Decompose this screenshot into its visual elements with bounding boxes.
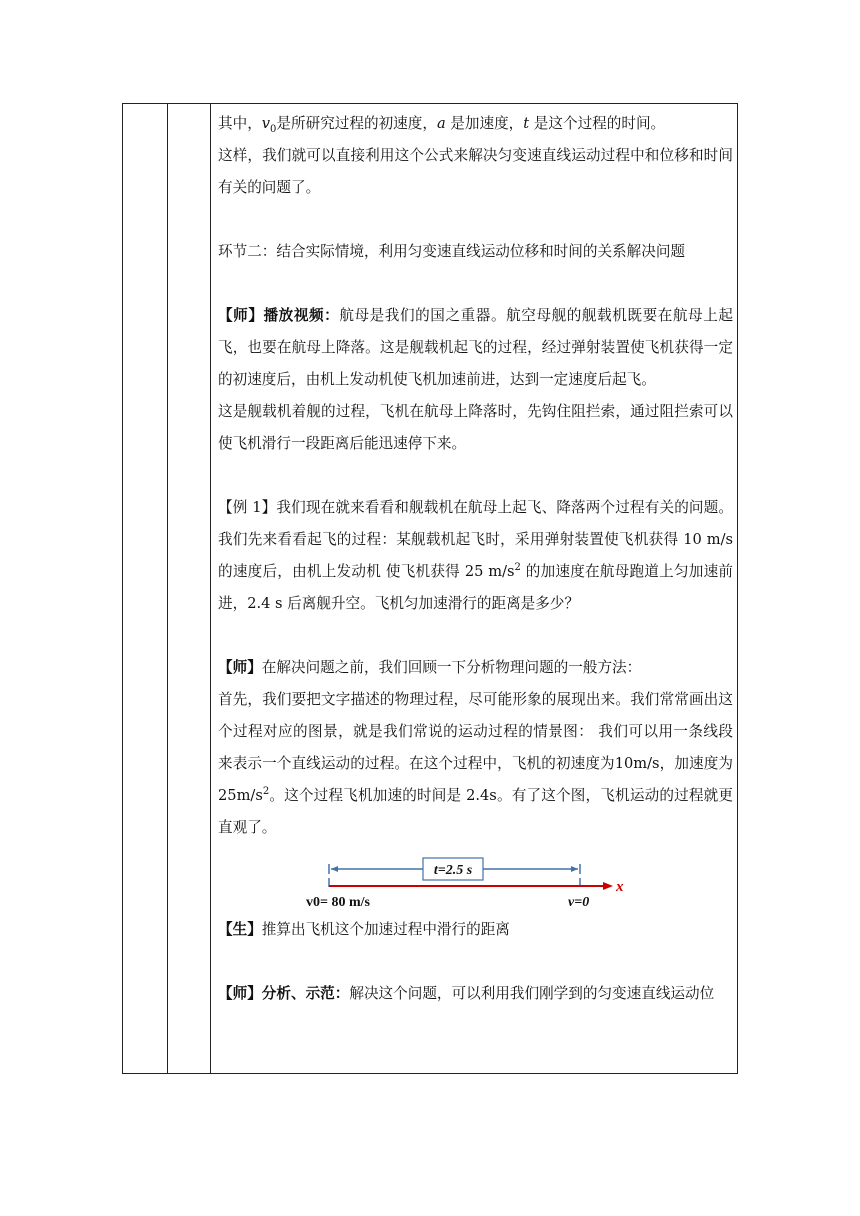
method-paragraph: 【师】在解决问题之前，我们回顾一下分析物理问题的一般方法： [218,659,642,676]
initial-velocity-label: v0= 80 m/s [306,895,370,910]
video-paragraph: 【师】播放视频：航母是我们的国之重器。航空母舰的舰载机既要在航母上起飞，也要在航母上降落。这是舰载机起飞的过程，经过弹射装置使飞机获得一定的初速度后，由机上发动机使飞机加速前进，达到一定速度后起飞。 [218,307,733,388]
student-paragraph: 【生】推算出飞机这个加速过程中滑行的距离 [218,921,510,938]
student-tag: 【生】 [218,921,262,938]
final-velocity-label: v=0 [568,895,590,910]
time-label: t=2.5 s [433,863,473,878]
section-two-heading: 环节二：结合实际情境，利用匀变速直线运动位移和时间的关系解决问题 [218,243,686,260]
formula-usage-paragraph: 这样，我们就可以直接利用这个公式来解决匀变速直线运动过程中和位移和时间有关的问题了。 [218,147,733,196]
teacher-tag: 【师】 [218,659,262,676]
example-tag: 【例 1】 [218,499,277,516]
x-axis-label: x [616,879,624,895]
motion-diagram [218,844,733,914]
first-step-paragraph: 首先，我们要把文字描述的物理过程，尽可能形象的展现出来。我们常常画出这个过程对应的图景，就是我们常说的运动过程的情景图： 我们可以用一条线段来表示一个直线运动的过程。在这个过程中，飞机的初速度为10m/s，加速度为$25m/s^2$。这个过程飞机加速的时间是 2.4s。有了这个图，飞机运动的过程就更直观了。 [218,691,733,836]
lesson-content [218,103,733,1010]
table-column-divider-2 [210,104,211,1073]
example-paragraph: 【例 1】我们现在就来看看和舰载机在航母上起飞、降落两个过程有关的问题。我们先来看看起飞的过程：某舰载机起飞时，采用弹射装置使飞机获得 10 m/s 的速度后，由机上发动机 使飞机获得 25 $m/s^2$ 的加速度在航母跑道上匀加速前进，2.4 s 后离舰升空。飞机匀加速滑行的距离是多少？ [218,499,733,612]
teacher-analysis-tag: 【师】分析、示范： [218,985,350,1002]
x-axis-arrowhead [603,882,613,890]
bracket-arrow-right [571,866,578,872]
landing-paragraph: 这是舰载机着舰的过程，飞机在航母上降落时，先钩住阻拦索，通过阻拦索可以使飞机滑行一段距离后能迅速停下来。 [218,403,733,452]
formula-explanation: 其中，$v_0$是所研究过程的初速度，a 是加速度，t 是这个过程的时间。 [218,115,666,135]
table-column-divider-1 [167,104,168,1073]
analysis-paragraph: 【师】分析、示范：解决这个问题，可以利用我们刚学到的匀变速直线运动位 [218,985,715,1002]
bracket-arrow-left [331,866,338,872]
teacher-video-tag: 【师】播放视频： [218,307,340,324]
